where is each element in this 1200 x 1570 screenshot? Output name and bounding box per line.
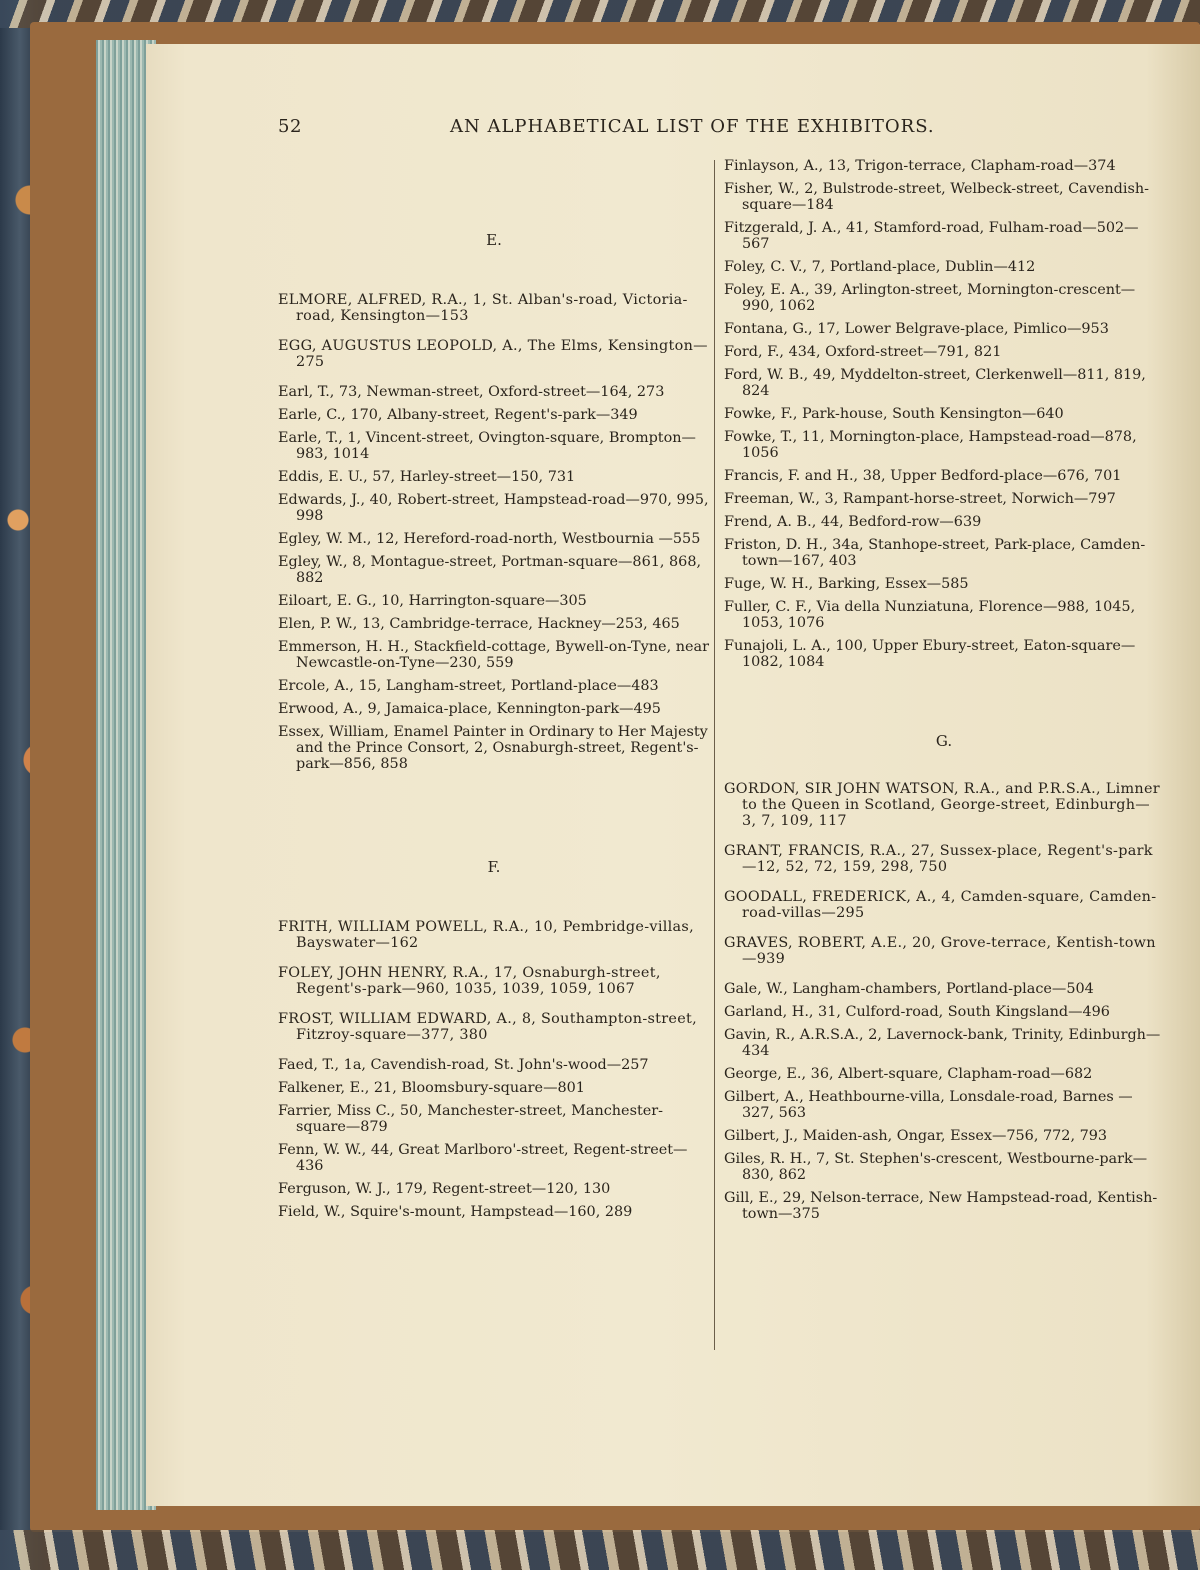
list-item: GRAVES, ROBERT, A.E., 20, Grove-terrace, Kentish-town—939 <box>724 935 1156 967</box>
list-item: Finlayson, A., 13, Trigon-terrace, Clapham-road—374 <box>724 158 1116 174</box>
list-item: FRITH, WILLIAM POWELL, R.A., 10, Pembridge-villas, Bayswater—162 <box>278 919 694 951</box>
section-heading-f: F. <box>487 858 501 876</box>
list-item: Friston, D. H., 34a, Stanhope-street, Park-place, Camden-town—167, 403 <box>724 537 1146 569</box>
spacer <box>278 779 710 859</box>
list-item: Fuller, C. F., Via della Nunziatuna, Florence—988, 1045, 1053, 1076 <box>724 599 1136 631</box>
right-column <box>724 158 1164 1229</box>
list-item: Ford, W. B., 49, Myddelton-street, Clerkenwell—811, 819, 824 <box>724 367 1146 399</box>
list-item: Egley, W., 8, Montague-street, Portman-square—861, 868, 882 <box>278 554 702 586</box>
list-item: Gavin, R., A.R.S.A., 2, Lavernock-bank, Trinity, Edinburgh—434 <box>724 1027 1161 1059</box>
list-item: Frend, A. B., 44, Bedford-row—639 <box>724 514 982 530</box>
list-item: Falkener, E., 21, Bloomsbury-square—801 <box>278 1080 585 1096</box>
list-item: Gilbert, A., Heathbourne-villa, Lonsdale-road, Barnes —327, 563 <box>724 1089 1133 1121</box>
list-item: Edwards, J., 40, Robert-street, Hampstead-road—970, 995, 998 <box>278 492 709 524</box>
list-item: Field, W., Squire's-mount, Hampstead—160, 289 <box>278 1204 633 1220</box>
list-item: Ferguson, W. J., 179, Regent-street—120, 130 <box>278 1181 611 1197</box>
list-item: Gilbert, J., Maiden-ash, Ongar, Essex—756, 772, 793 <box>724 1128 1108 1144</box>
list-item: Foley, E. A., 39, Arlington-street, Mornington-crescent—990, 1062 <box>724 282 1136 314</box>
list-item: Fowke, F., Park-house, South Kensington—640 <box>724 406 1064 422</box>
running-head <box>278 116 998 142</box>
list-item: Elen, P. W., 13, Cambridge-terrace, Hackney—253, 465 <box>278 616 680 632</box>
list-item: Faed, T., 1a, Cavendish-road, St. John's-wood—257 <box>278 1057 649 1073</box>
spacer <box>724 749 1164 781</box>
list-item: Fuge, W. H., Barking, Essex—585 <box>724 576 969 592</box>
list-item: Fitzgerald, J. A., 41, Stamford-road, Fulham-road—502—567 <box>724 220 1139 252</box>
page-number: 52 <box>278 116 302 137</box>
list-item: GOODALL, FREDERICK, A., 4, Camden-square, Camden-road-villas—295 <box>724 889 1157 921</box>
section-heading-e: E. <box>486 231 502 249</box>
list-item: Eiloart, E. G., 10, Harrington-square—305 <box>278 593 587 609</box>
list-item: Fowke, T., 11, Mornington-place, Hampstead-road—878, 1056 <box>724 429 1137 461</box>
page-title: AN ALPHABETICAL LIST OF THE EXHIBITORS. <box>450 116 935 137</box>
list-item: Francis, F. and H., 38, Upper Bedford-place—676, 701 <box>724 468 1122 484</box>
list-item: Gill, E., 29, Nelson-terrace, New Hampstead-road, Kentish-town—375 <box>724 1190 1158 1222</box>
list-item: GORDON, SIR JOHN WATSON, R.A., and P.R.S.A., Limner to the Queen in Scotland, George-street, Edinburgh—3, 7, 109, 117 <box>724 781 1160 829</box>
spacer <box>278 158 710 232</box>
left-column <box>278 158 710 1227</box>
list-item: GRANT, FRANCIS, R.A., 27, Sussex-place, Regent's-park—12, 52, 72, 159, 298, 750 <box>724 843 1153 875</box>
list-item: Fenn, W. W., 44, Great Marlboro'-street, Regent-street—436 <box>278 1142 688 1174</box>
spacer <box>724 677 1164 733</box>
list-item: Ercole, A., 15, Langham-street, Portland-place—483 <box>278 678 659 694</box>
list-item: Emmerson, H. H., Stackfield-cottage, Bywell-on-Tyne, near Newcastle-on-Tyne—230, 559 <box>278 639 709 671</box>
list-item: Funajoli, L. A., 100, Upper Ebury-street, Eaton-square—1082, 1084 <box>724 638 1136 670</box>
list-item: Earl, T., 73, Newman-street, Oxford-street—164, 273 <box>278 384 665 400</box>
list-item: Earle, T., 1, Vincent-street, Ovington-square, Brompton—983, 1014 <box>278 430 696 462</box>
list-item: Egley, W. M., 12, Hereford-road-north, Westbournia —555 <box>278 531 701 547</box>
list-item: Eddis, E. U., 57, Harley-street—150, 731 <box>278 469 576 485</box>
list-item: FOLEY, JOHN HENRY, R.A., 17, Osnaburgh-street, Regent's-park—960, 1035, 1039, 1059, 1067 <box>278 965 661 997</box>
list-item: FROST, WILLIAM EDWARD, A., 8, Southampton-street, Fitzroy-square—377, 380 <box>278 1011 698 1043</box>
spacer <box>278 248 710 292</box>
list-item: Earle, C., 170, Albany-street, Regent's-park—349 <box>278 407 638 423</box>
list-item: Gale, W., Langham-chambers, Portland-place—504 <box>724 981 1094 997</box>
list-item: Farrier, Miss C., 50, Manchester-street, Manchester-square—879 <box>278 1103 663 1135</box>
list-item: Fisher, W., 2, Bulstrode-street, Welbeck-street, Cavendish-square—184 <box>724 181 1149 213</box>
list-item: EGG, AUGUSTUS LEOPOLD, A., The Elms, Kensington—275 <box>278 338 708 370</box>
list-item: Giles, R. H., 7, St. Stephen's-crescent, Westbourne-park—830, 862 <box>724 1151 1148 1183</box>
list-item: ELMORE, ALFRED, R.A., 1, St. Alban's-road, Victoria-road, Kensington—153 <box>278 292 688 324</box>
list-item: Freeman, W., 3, Rampant-horse-street, Norwich—797 <box>724 491 1116 507</box>
list-item: Erwood, A., 9, Jamaica-place, Kennington-park—495 <box>278 701 661 717</box>
spacer <box>278 875 710 919</box>
list-item: Garland, H., 31, Culford-road, South Kingsland—496 <box>724 1004 1110 1020</box>
list-item: Essex, William, Enamel Painter in Ordinary to Her Majesty and the Prince Consort, 2, Osnaburgh-street, Regent's-park—856, 858 <box>278 724 708 772</box>
column-rule <box>714 160 715 1350</box>
list-item: George, E., 36, Albert-square, Clapham-road—682 <box>724 1066 1093 1082</box>
marbled-endpaper-bottom <box>0 1530 1200 1570</box>
section-heading-g: G. <box>935 732 953 750</box>
list-item: Fontana, G., 17, Lower Belgrave-place, Pimlico—953 <box>724 321 1109 337</box>
list-item: Ford, F., 434, Oxford-street—791, 821 <box>724 344 1002 360</box>
list-item: Foley, C. V., 7, Portland-place, Dublin—412 <box>724 259 1036 275</box>
